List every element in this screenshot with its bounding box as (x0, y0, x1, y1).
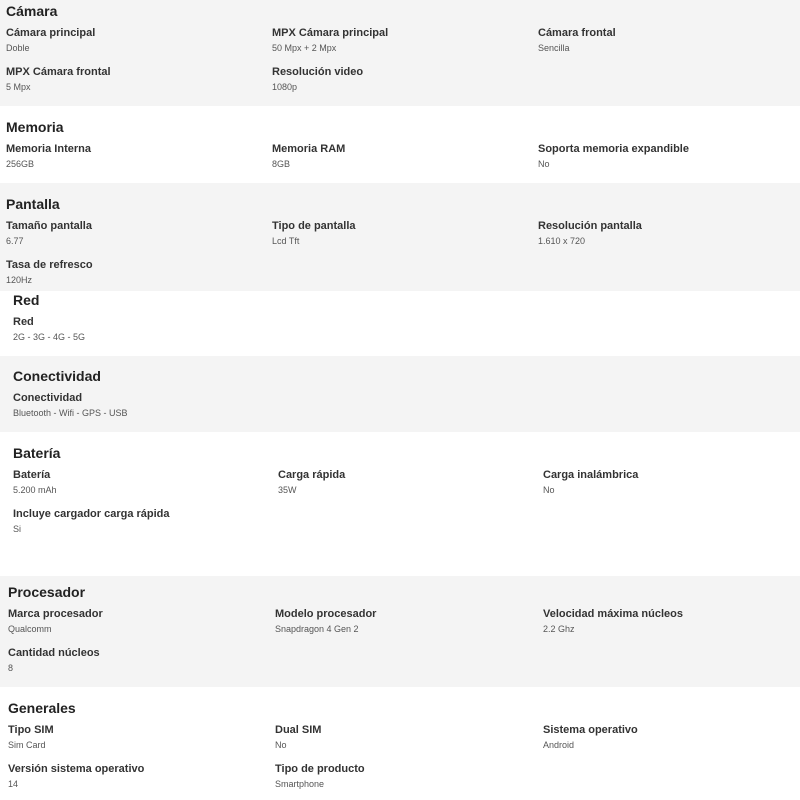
spec-label: Marca procesador (8, 608, 103, 620)
spec-label: Incluye cargador carga rápida (13, 508, 170, 520)
spec-label: Cámara frontal (538, 27, 616, 39)
spec-value: No (543, 485, 555, 495)
spec-tamano-pantalla (6, 219, 92, 247)
section-generales (0, 687, 800, 800)
spec-value: Si (13, 524, 22, 534)
spec-mpx-camara-frontal (6, 65, 111, 93)
spec-value: 1080p (272, 82, 298, 92)
spec-dual-sim (275, 723, 321, 751)
spec-cantidad-nucleos (8, 646, 100, 674)
spec-value: 5.200 mAh (13, 485, 57, 495)
spec-sistema-operativo (543, 723, 638, 751)
spec-label: Memoria RAM (272, 143, 346, 155)
spec-incluye-cargador (13, 507, 170, 535)
spec-tasa-refresco (6, 258, 93, 286)
section-title-generales: Generales (8, 700, 76, 716)
spec-value: 120Hz (6, 275, 33, 285)
spec-tipo-producto (275, 762, 365, 790)
spec-label: Tamaño pantalla (6, 220, 92, 232)
spec-velocidad-nucleos (543, 607, 683, 635)
spec-resolucion-video (272, 65, 363, 93)
section-title-pantalla: Pantalla (6, 196, 60, 212)
spec-carga-rapida (278, 468, 345, 496)
spec-value: Doble (6, 43, 30, 53)
spec-label: MPX Cámara principal (272, 27, 389, 39)
spec-value: 2G - 3G - 4G - 5G (13, 332, 86, 342)
spec-label: Memoria Interna (6, 143, 91, 155)
spec-red (13, 315, 85, 343)
section-camara (0, 0, 800, 106)
spec-label: MPX Cámara frontal (6, 66, 111, 78)
spec-marca-procesador (8, 607, 103, 635)
spec-label: Red (13, 316, 34, 328)
spec-camara-principal (6, 26, 95, 54)
spec-camara-frontal (538, 26, 616, 54)
spec-value: 5 Mpx (6, 82, 31, 92)
spec-version-sistema-operativo (8, 762, 144, 790)
spec-label: Resolución pantalla (538, 220, 642, 232)
spec-resolucion-pantalla (538, 219, 642, 247)
section-title-bateria: Batería (13, 445, 61, 461)
spec-label: Dual SIM (275, 724, 322, 736)
spec-memoria-ram (272, 142, 345, 170)
spec-value: Sim Card (8, 740, 46, 750)
spec-conectividad (13, 391, 128, 419)
spec-label: Carga rápida (278, 469, 346, 481)
spec-value: Snapdragon 4 Gen 2 (275, 624, 359, 634)
section-title-procesador: Procesador (8, 584, 86, 600)
spec-value: 35W (278, 485, 297, 495)
spec-mpx-camara-principal (272, 26, 388, 54)
section-memoria (0, 106, 800, 183)
spec-tipo-pantalla (272, 219, 356, 247)
spec-value: Bluetooth - Wifi - GPS - USB (13, 408, 128, 418)
spec-label: Tasa de refresco (6, 259, 93, 271)
spec-value: 2.2 Ghz (543, 624, 575, 634)
section-title-camara: Cámara (6, 3, 58, 19)
spec-value: Android (543, 740, 575, 750)
spec-value: 14 (8, 779, 19, 789)
spec-label: Sistema operativo (543, 724, 638, 736)
spec-value: Qualcomm (8, 624, 52, 634)
spec-value: 1.610 x 720 (538, 236, 586, 246)
section-conectividad (0, 356, 800, 432)
spec-value: Smartphone (275, 779, 325, 789)
section-pantalla (0, 183, 800, 291)
spec-label: Soporta memoria expandible (538, 143, 689, 155)
spec-carga-inalambrica (543, 468, 638, 496)
spec-value: No (538, 159, 550, 169)
section-title-conectividad: Conectividad (13, 368, 101, 384)
spec-value: 8 (8, 663, 14, 673)
spec-value: 8GB (272, 159, 291, 169)
spec-value: Sencilla (538, 43, 570, 53)
section-bateria (0, 432, 800, 576)
spec-value: No (275, 740, 287, 750)
section-procesador (0, 576, 800, 687)
spec-value: 50 Mpx + 2 Mpx (272, 43, 337, 53)
spec-label: Tipo de pantalla (272, 220, 356, 232)
spec-label: Batería (13, 469, 51, 481)
spec-value: Lcd Tft (272, 236, 300, 246)
spec-label: Versión sistema operativo (8, 763, 145, 775)
spec-tipo-sim (8, 723, 54, 751)
spec-label: Resolución video (272, 66, 364, 78)
spec-modelo-procesador (275, 607, 376, 635)
spec-label: Carga inalámbrica (543, 469, 639, 481)
spec-label: Conectividad (13, 392, 83, 404)
spec-label: Tipo SIM (8, 724, 54, 736)
spec-label: Velocidad máxima núcleos (543, 608, 684, 620)
spec-memoria-interna (6, 142, 91, 170)
spec-memoria-expandible (538, 142, 689, 170)
spec-value: 256GB (6, 159, 35, 169)
section-red (0, 291, 800, 356)
section-title-red: Red (13, 292, 40, 308)
section-title-memoria: Memoria (6, 119, 64, 135)
spec-label: Cantidad núcleos (8, 647, 100, 659)
spec-value: 6.77 (6, 236, 24, 246)
spec-bateria (13, 468, 57, 496)
spec-label: Tipo de producto (275, 763, 365, 775)
spec-label: Cámara principal (6, 27, 96, 39)
spec-label: Modelo procesador (275, 608, 377, 620)
